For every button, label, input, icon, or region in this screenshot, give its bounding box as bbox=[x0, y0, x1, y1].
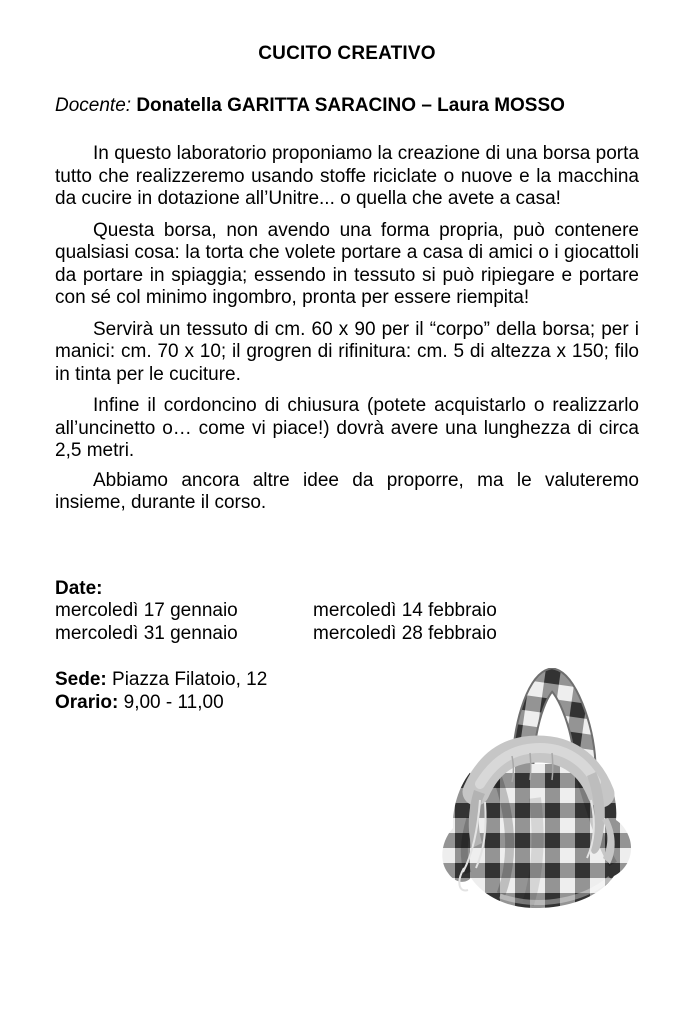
dates-section bbox=[55, 578, 639, 646]
paragraph-materials: Servirà un tessuto di cm. 60 x 90 per il “corpo” della borsa; per i manici: cm. 70 x 10; il grogren di rifinitura: cm. 5 di altezza x 150; filo in tinta per le cuciture. bbox=[55, 318, 639, 385]
paragraph-cord: Infine il cordoncino di chiusura (potete acquistarlo o realizzarlo all’uncinetto o… come vi piace!) dovrà avere una lunghezza di circa 2,5 metri. bbox=[55, 395, 639, 461]
docente-names: Donatella GARITTA SARACINO – Laura MOSSO bbox=[136, 94, 565, 116]
bag-photo bbox=[440, 668, 637, 910]
date-item: mercoledì 17 gennaio bbox=[55, 600, 238, 621]
date-item: mercoledì 14 febbraio bbox=[313, 600, 497, 621]
orario-label: Orario: bbox=[55, 691, 119, 713]
page-title: CUCITO CREATIVO bbox=[258, 43, 436, 64]
paragraph-bag-description: Questa borsa, non avendo una forma propria, può contenere qualsiasi cosa: la torta che volete portare a casa di amici o i giocattoli da portare in spiaggia; essendo in tessuto si può ripiegare e portare con sé col minimo ingombro, pronta per essere riempita! bbox=[55, 219, 639, 308]
paragraph-intro: In questo laboratorio proponiamo la creazione di una borsa porta tutto che realizzeremo usando stoffe riciclate o nuove e la macchina da cucire in dotazione all’Unitre... o quella che avete a casa! bbox=[55, 143, 639, 209]
docente-line bbox=[55, 95, 639, 118]
dates-grid bbox=[55, 600, 639, 645]
paragraph-other-ideas: Abbiamo ancora altre idee da proporre, ma le valuteremo insieme, durante il corso. bbox=[55, 469, 639, 513]
docente-label: Docente: bbox=[55, 94, 132, 116]
sede-value: Piazza Filatoio, 12 bbox=[112, 669, 268, 690]
date-item: mercoledì 28 febbraio bbox=[313, 622, 497, 644]
checkered-bag-illustration bbox=[440, 668, 637, 910]
orario-value: 9,00 - 11,00 bbox=[123, 691, 224, 713]
date-item: mercoledì 31 gennaio bbox=[55, 622, 238, 644]
dates-label: Date: bbox=[55, 577, 103, 599]
sede-label: Sede: bbox=[55, 669, 107, 690]
